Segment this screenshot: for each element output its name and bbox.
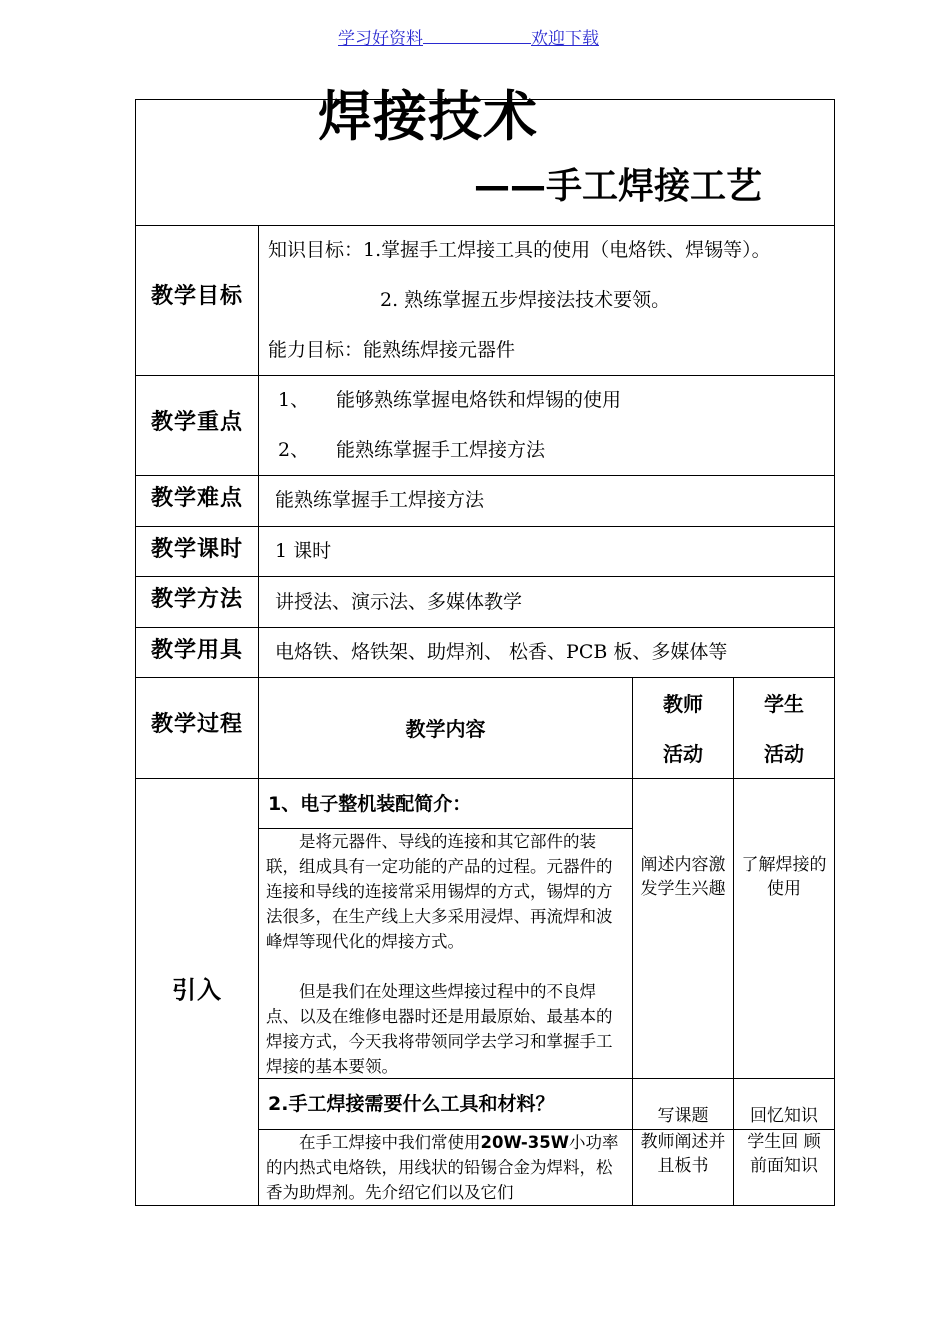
header-left: 学习好资料 <box>338 29 423 49</box>
document-subtitle: ——手工焊接工艺 <box>474 166 763 207</box>
teacher-header-line2: 活动 <box>663 742 703 766</box>
content-column-header: 教学内容 <box>405 717 486 741</box>
table-border-bottom <box>135 1205 835 1206</box>
knowledge-objective-2: 2. 熟练掌握五步焊接法技术要领。 <box>380 289 671 311</box>
intro-label: 引入 <box>172 976 222 1004</box>
row-divider <box>135 778 835 779</box>
objectives-label: 教学目标 <box>150 284 243 309</box>
keypoint-2-number: 2、 <box>278 439 310 461</box>
difficulty-label: 教学难点 <box>150 486 243 511</box>
difficulty-value: 能熟练掌握手工焊接方法 <box>275 489 485 511</box>
section-2-title: 2.手工焊接需要什么工具和材料？ <box>268 1093 555 1115</box>
section-1-paragraph-1: 是将元器件、导线的连接和其它部件的装联，组成具有一定功能的产品的过程。元器件的连接和导线的连接常采用锡焊的方式，锡焊的方法很多，在生产线上大多采用浸焊、再流焊和波峰焊等现代化的焊接方式。 <box>266 832 613 951</box>
row-divider <box>135 475 835 476</box>
section-1-student-activity: 了解焊接的使用 <box>741 855 827 899</box>
section-1-teacher-activity: 阐述内容激发学生兴趣 <box>640 855 726 899</box>
section-2-student-activity-b: 学生回 顾前面知识 <box>747 1132 821 1176</box>
section-1-paragraph-2: 但是我们在处理这些焊接过程中的不良焊点、以及在维修电器时还是用最原始、最基本的焊接方式，今天我将带领同学去学习和掌握手工焊接的基本要领。 <box>266 982 613 1076</box>
header-underline-gap <box>423 29 531 44</box>
knowledge-objective: 知识目标：1.掌握手工焊接工具的使用（电烙铁、焊锡等）。 <box>268 239 771 261</box>
keypoints-label: 教学重点 <box>150 410 243 435</box>
page-header <box>338 24 599 49</box>
hours-label: 教学课时 <box>150 537 243 562</box>
methods-value: 讲授法、演示法、多媒体教学 <box>275 591 523 613</box>
row-divider <box>135 225 835 226</box>
keypoint-1: 能够熟练掌握电烙铁和焊锡的使用 <box>336 389 622 411</box>
keypoint-1-number: 1、 <box>278 389 310 411</box>
keypoint-2: 能熟练掌握手工焊接方法 <box>336 439 546 461</box>
header-right: 欢迎下载 <box>531 29 599 49</box>
table-border-left <box>135 99 136 1206</box>
hours-value: 1 课时 <box>275 540 332 562</box>
section-2-teacher-activity-a: 写课题 <box>657 1106 709 1126</box>
teacher-header-line1: 教师 <box>663 692 703 716</box>
row-divider <box>135 375 835 376</box>
methods-label: 教学方法 <box>150 587 243 612</box>
section-2-paragraph <box>266 1130 626 1205</box>
section-2-student-activity-a: 回忆知识 <box>750 1106 818 1126</box>
document-title: 焊接技术 <box>318 85 538 148</box>
table-border-right <box>834 99 835 1206</box>
section-2-text-a: 在手工焊接中我们常使用 <box>299 1133 481 1152</box>
section-2-teacher-activity-b: 教师阐述并且板书 <box>640 1132 726 1176</box>
row-divider <box>135 576 835 577</box>
section-2-text-power: 20W-35W <box>480 1133 569 1152</box>
student-header-line2: 活动 <box>764 742 804 766</box>
row-divider <box>135 627 835 628</box>
row-divider <box>135 677 835 678</box>
section-1-title: 1、电子整机装配简介： <box>268 793 472 815</box>
process-label: 教学过程 <box>150 712 243 737</box>
section-2-text-c: 小功率的内热式电烙铁，用线状的铅锡合金为焊料，松香为助焊剂。先介绍它们以及它们 <box>266 1133 619 1202</box>
tools-value: 电烙铁、烙铁架、助焊剂、 松香、PCB 板、多媒体等 <box>275 641 728 663</box>
student-header-line1: 学生 <box>764 692 804 716</box>
ability-objective: 能力目标：能熟练焊接元器件 <box>268 339 516 361</box>
tools-label: 教学用具 <box>150 638 243 663</box>
row-divider <box>135 526 835 527</box>
